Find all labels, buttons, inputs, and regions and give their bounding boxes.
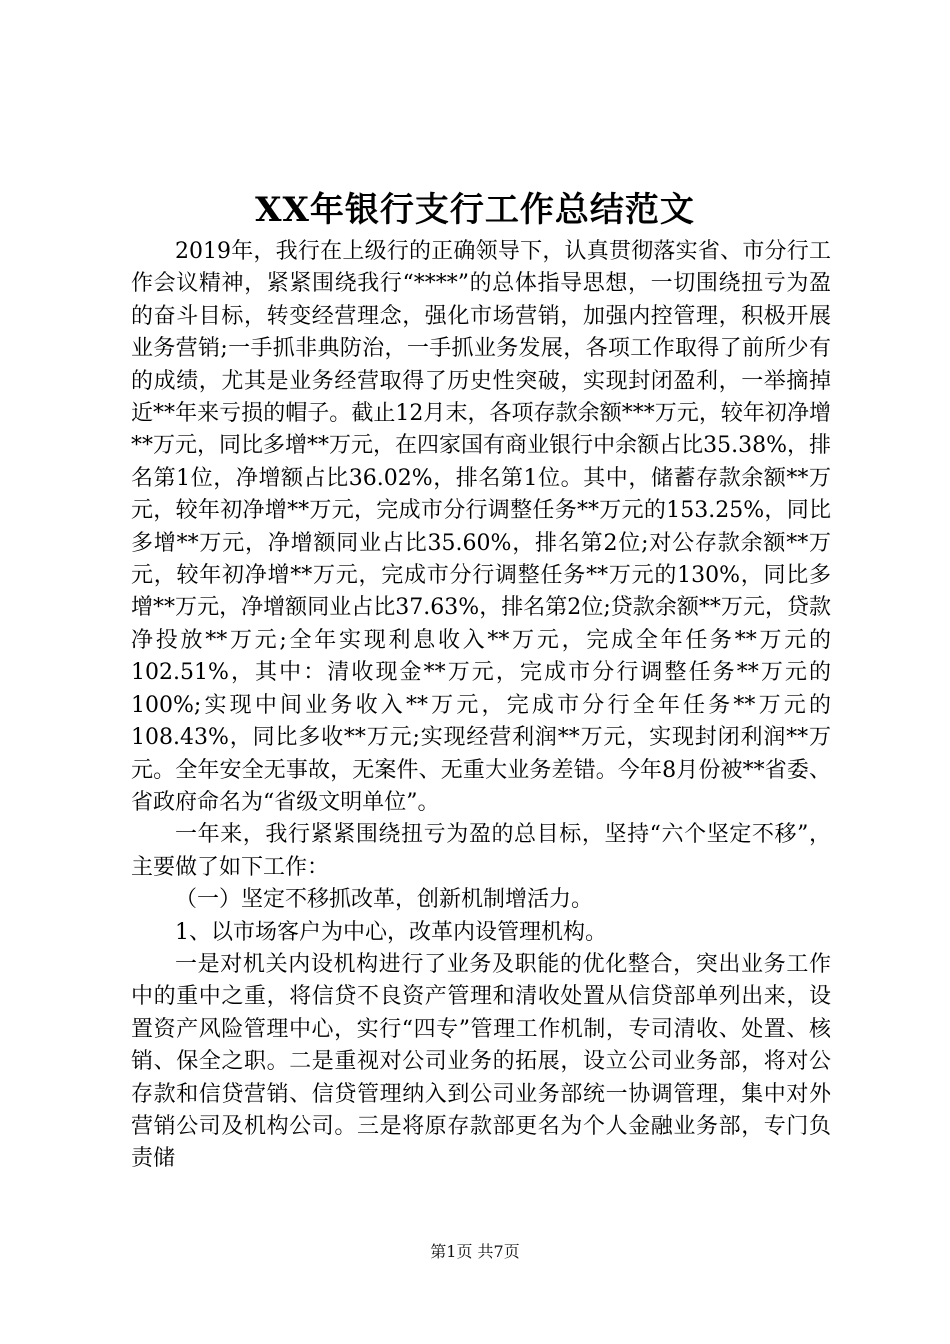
document-body [131, 236, 831, 1176]
paragraph: 一年来，我行紧紧围绕扭亏为盈的总目标，坚持“六个坚定不移”，主要做了如下工作： [131, 822, 831, 880]
paragraph: 一是对机关内设机构进行了业务及职能的优化整合，突出业务工作中的重中之重，将信贷不良资产管理和清收处置从信贷部单列出来，设置资产风险管理中心，实行“四专”管理工作机制，专司清收、处置、核销、保全之职。二是重视对公司业务的拓展，设立公司业务部，将对公存款和信贷营销、信贷管理纳入到公司业务部统一协调管理，集中对外营销公司及机构公司。三是将原存款部更名为个人金融业务部，专门负责储 [131, 951, 831, 1172]
paragraph: 1、以市场客户为中心，改革内设管理机构。 [175, 919, 607, 945]
page-number-footer: 第1页 共7页 [430, 1242, 520, 1261]
document-title: XX年银行支行工作总结范文 [255, 190, 695, 230]
paragraph: 2019年，我行在上级行的正确领导下，认真贯彻落实省、市分行工作会议精神，紧紧围绕我行“****”的总体指导思想，一切围绕扭亏为盈的奋斗目标，转变经营理念，强化市场营销，加强内控管理，积极开展业务营销;一手抓非典防治，一手抓业务发展，各项工作取得了前所少有的成绩，尤其是业务经营取得了历史性突破，实现封闭盈利，一举摘掉近**年来亏损的帽子。截止12月末，各项存款余额***万元，较年初净增**万元，同比多增**万元，在四家国有商业银行中余额占比35.38%，排名第1位，净增额占比36.02%，排名第1位。其中，储蓄存款余额**万元，较年初净增**万元，完成市分行调整任务**万元的153.25%，同比多增**万元，净增额同业占比35.60%，排名第2位;对公存款余额**万元，较年初净增**万元，完成市分行调整任务**万元的130%，同比多增**万元，净增额同业占比37.63%，排名第2位;贷款余额**万元，贷款净投放**万元;全年实现利息收入**万元，完成全年任务**万元的102.51%，其中：清收现金**万元，完成市分行调整任务**万元的100%;实现中间业务收入**万元，完成市分行全年任务**万元的108.43%，同比多收**万元;实现经营利润**万元，实现封闭利润**万元。全年安全无事故，无案件、无重大业务差错。今年8月份被**省委、省政府命名为“省级文明单位”。 [131, 239, 831, 815]
paragraph: （一）坚定不移抓改革，创新机制增活力。 [175, 887, 594, 913]
